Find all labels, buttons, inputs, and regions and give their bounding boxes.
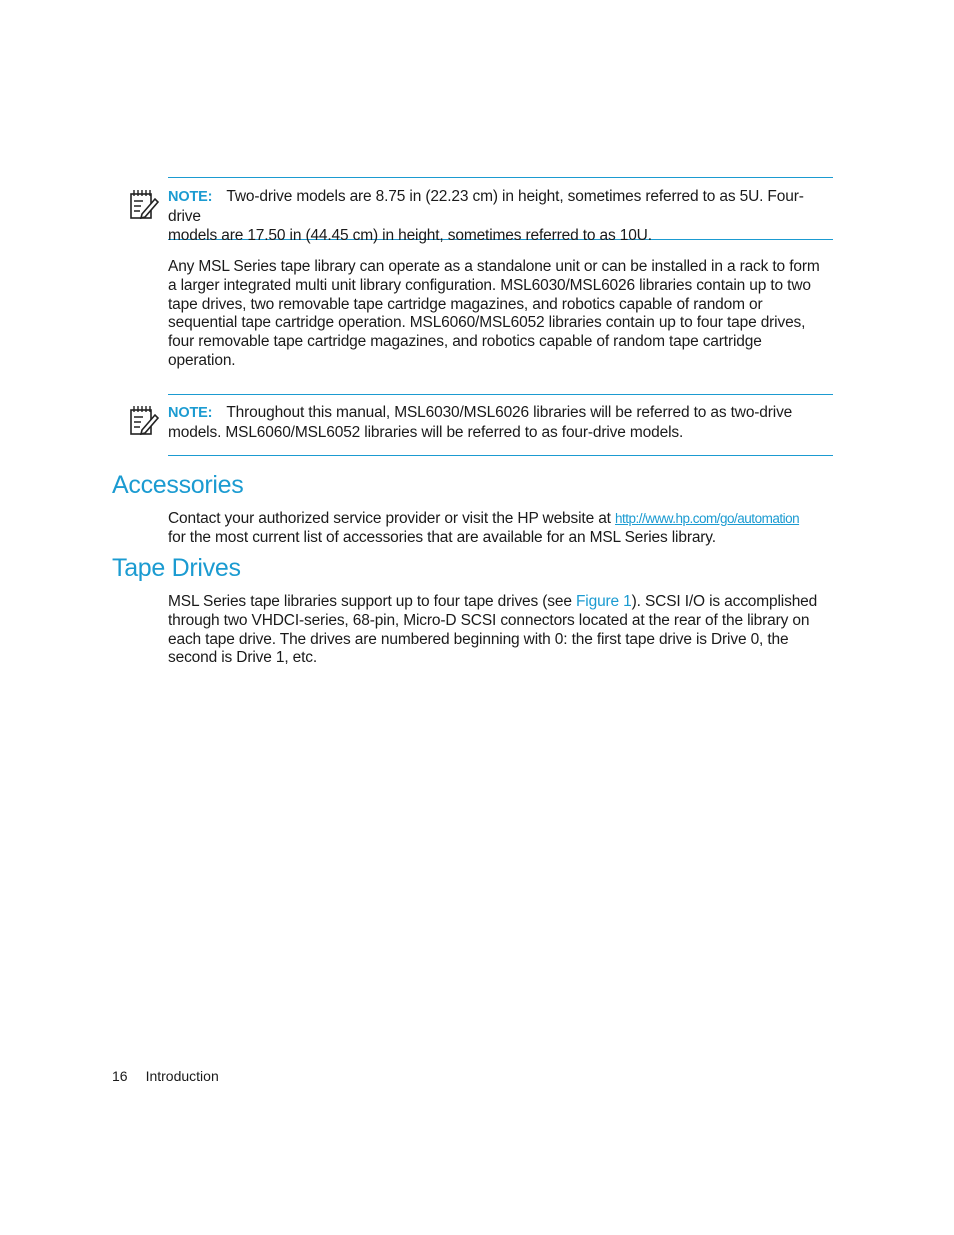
note-label: NOTE:: [168, 405, 213, 421]
note-label: NOTE:: [168, 189, 213, 205]
note-icon: [128, 187, 160, 221]
page-number: 16: [112, 1068, 128, 1084]
tape-drives-paragraph: MSL Series tape libraries support up to four tape drives (see Figure 1). SCSI I/O is accomplished through two VHDCI-series, 68-pin, Micro-D SCSI connectors located at the rear of the library on each tape drive. The drives are numbered beginning with 0: the first tape drive is Drive 0, the second is Drive 1, etc.: [168, 593, 818, 667]
hp-website-link[interactable]: http://www.hp.com/go/automation: [614, 511, 800, 526]
page-footer: [112, 1067, 219, 1085]
note-box: [168, 177, 833, 244]
footer-section-title: Introduction: [145, 1068, 219, 1084]
section-heading-tape-drives: Tape Drives: [112, 554, 241, 582]
note-text: NOTE: Two-drive models are 8.75 in (22.23 cm) in height, sometimes referred to as 5U. Four-drive models are 17.50 in (44.45 cm) in height, sometimes referred to as 10U.: [168, 188, 804, 244]
section-heading-accessories: Accessories: [112, 471, 244, 499]
note-icon: [128, 403, 160, 437]
intro-paragraph: Any MSL Series tape library can operate as a standalone unit or can be installed in a rack to form a larger integrated multi unit library configuration. MSL6030/MSL6026 libraries contain up to two tape drives, two removable tape cartridge magazines, and robotics capable of random or sequential tape cartridge operation. MSL6060/MSL6052 libraries contain up to four tape drives, four removable tape cartridge magazines, and robotics capable of random tape cartridge operation.: [168, 258, 820, 369]
accessories-paragraph: Contact your authorized service provider or visit the HP website at http://www.hp.com/go/automation for the most current list of accessories that are available for an MSL Series library.: [168, 510, 800, 546]
note-box: [168, 394, 833, 456]
note-text: NOTE: Throughout this manual, MSL6030/MSL6026 libraries will be referred to as two-drive models. MSL6060/MSL6052 libraries will be referred to as four-drive models.: [168, 404, 793, 441]
figure-1-link[interactable]: Figure 1: [575, 593, 632, 610]
